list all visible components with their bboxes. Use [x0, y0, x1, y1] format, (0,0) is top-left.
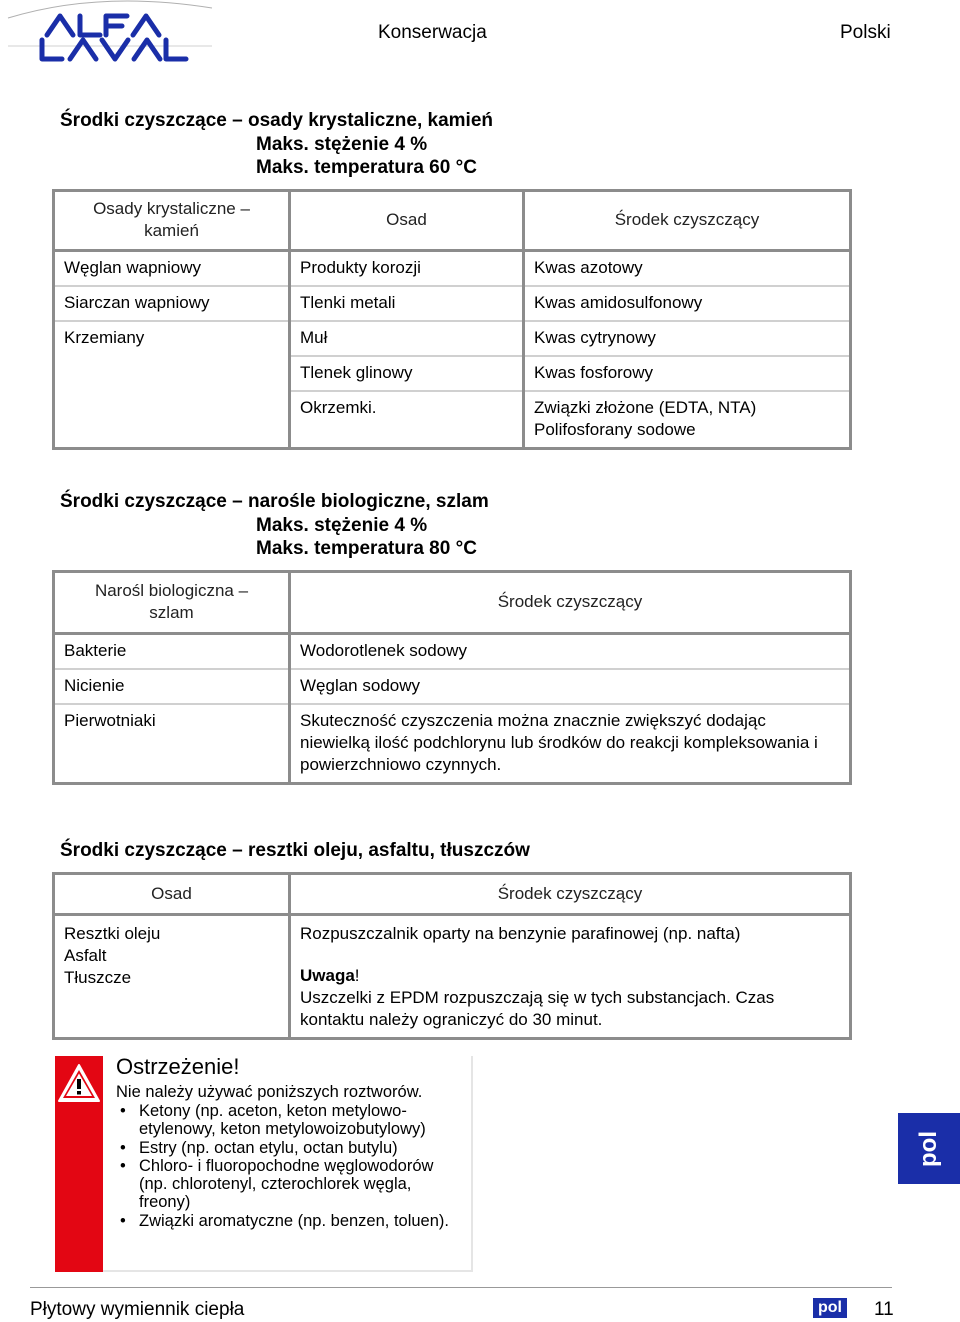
column-header: Osad: [54, 874, 290, 915]
table-cell: Nicienie: [54, 669, 290, 704]
table-cell: Pierwotniaki: [54, 704, 290, 784]
language-side-tab: [898, 1113, 960, 1184]
section1-max-concentration: Maks. stężenie 4 %: [256, 134, 428, 155]
warning-triangle-icon: [55, 1060, 103, 1108]
table-cell: Kwas cytrynowy: [524, 321, 851, 356]
footer-language-badge: pol: [813, 1298, 847, 1318]
footer-divider: [30, 1287, 892, 1288]
table-cell: Kwas fosforowy: [524, 356, 851, 391]
footer-product: Płytowy wymiennik ciepła: [30, 1299, 245, 1320]
table-row: [54, 356, 851, 391]
list-item: • Związki aromatyczne (np. benzen, toluen).: [116, 1212, 476, 1230]
list-item: • Estry (np. octan etylu, octan butylu): [116, 1139, 476, 1157]
table-cell: Bakterie: [54, 634, 290, 670]
solvent-text: Rozpuszczalnik oparty na benzynie parafinowej (np. nafta): [300, 924, 741, 943]
caution-exclamation: !: [354, 966, 360, 985]
column-header: Osady krystaliczne – kamień: [54, 191, 290, 251]
table-cell: Tlenek glinowy: [290, 356, 524, 391]
warning-list: [116, 1102, 476, 1230]
table-cell: [290, 915, 851, 1039]
table-cell: Kwas amidosulfonowy: [524, 286, 851, 321]
section1-title: Środki czyszczące – osady krystaliczne, kamień: [60, 110, 494, 131]
list-item: • Ketony (np. aceton, keton metylowo-etylenowy, keton metylowoizobutylowy): [116, 1102, 439, 1139]
table-cell: Okrzemki.: [290, 391, 524, 449]
page-number: 11: [874, 1299, 894, 1320]
table-cell: Kwas azotowy: [524, 251, 851, 287]
table-cell: Krzemiany: [54, 321, 290, 356]
warning-bar: [55, 1056, 103, 1272]
table-row: [54, 669, 851, 704]
header-section-title: Konserwacja: [378, 22, 487, 43]
column-header: Środek czyszczący: [524, 191, 851, 251]
table-row: [54, 704, 851, 784]
table-cell: [54, 391, 290, 449]
scale-deposits-table: [52, 189, 852, 450]
header-language: Polski: [840, 22, 891, 43]
table-cell: Muł: [290, 321, 524, 356]
oil-residue-table: [52, 872, 852, 1040]
list-item: • Chloro- i fluoropochodne węglowodorów (np. chlorotenyl, czterochlorek węgla, freony): [116, 1157, 464, 1212]
caution-line: [300, 965, 837, 987]
table-cell: Związki złożone (EDTA, NTA) Polifosforany sodowe: [524, 391, 851, 449]
table-cell: Tlenki metali: [290, 286, 524, 321]
table-row: [54, 251, 851, 287]
table-cell: Węglan sodowy: [290, 669, 851, 704]
column-header: Środek czyszczący: [290, 572, 851, 634]
warning-title: Ostrzeżenie!: [116, 1054, 240, 1079]
section2-max-temperature: Maks. temperatura 80 °C: [256, 538, 477, 559]
table-cell: Wodorotlenek sodowy: [290, 634, 851, 670]
column-header: Środek czyszczący: [290, 874, 851, 915]
table-cell: [54, 356, 290, 391]
caution-text: Uszczelki z EPDM rozpuszczają się w tych substancjach. Czas kontaktu należy ograniczyć do 30 minut.: [300, 988, 775, 1029]
table-cell: Siarczan wapniowy: [54, 286, 290, 321]
column-header: Narośl biologiczna – szlam: [54, 572, 290, 634]
section1-max-temperature: Maks. temperatura 60 °C: [256, 157, 477, 178]
table-cell: Węglan wapniowy: [54, 251, 290, 287]
warning-intro: Nie należy używać poniższych roztworów.: [116, 1083, 423, 1101]
table-row: [54, 391, 851, 449]
section2-max-concentration: Maks. stężenie 4 %: [256, 515, 428, 536]
table-row: [54, 286, 851, 321]
biological-growth-table: [52, 570, 852, 785]
section3-title: Środki czyszczące – resztki oleju, asfaltu, tłuszczów: [60, 840, 530, 861]
section2-title: Środki czyszczące – narośle biologiczne, szlam: [60, 491, 489, 512]
column-header: Osad: [290, 191, 524, 251]
language-side-tab-label: pol: [915, 1130, 942, 1167]
alfa-laval-logo: [0, 0, 215, 70]
table-cell: Skuteczność czyszczenia można znacznie zwiększyć dodając niewielką ilość podchlorynu lub środków do reakcji kompleksowania i powierzchniowo czynnych.: [290, 704, 851, 784]
table-row: [54, 321, 851, 356]
caution-label: Uwaga: [300, 966, 355, 985]
table-row: [54, 915, 851, 1039]
table-cell: Resztki oleju Asfalt Tłuszcze: [54, 915, 290, 1039]
table-row: [54, 634, 851, 670]
table-cell: Produkty korozji: [290, 251, 524, 287]
